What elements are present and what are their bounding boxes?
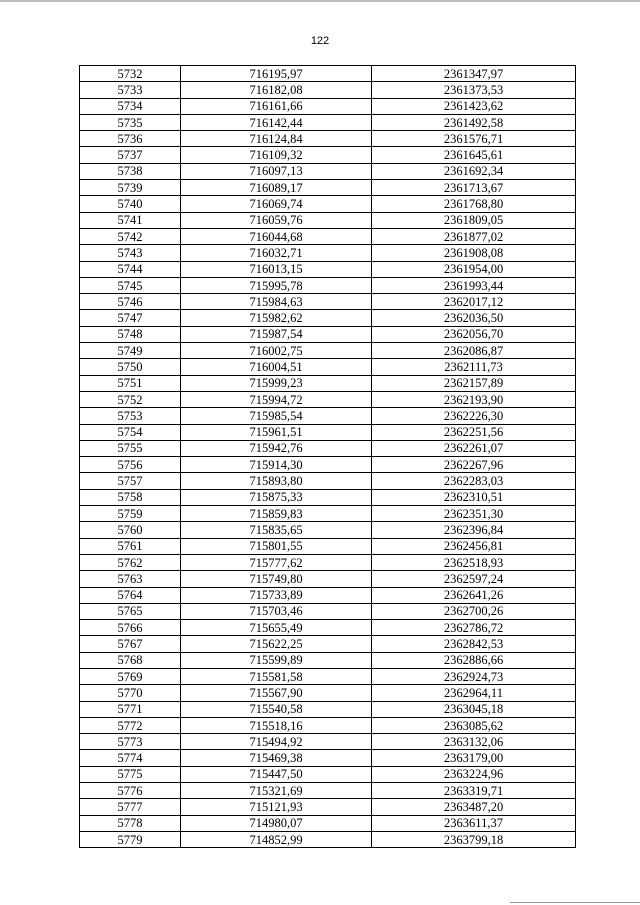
x-coordinate-cell: 716195,97 xyxy=(181,66,372,82)
table-row xyxy=(80,212,576,228)
x-coordinate-cell: 715777,62 xyxy=(181,554,372,570)
table-row xyxy=(80,506,576,522)
point-number-cell: 5772 xyxy=(80,717,181,733)
x-coordinate-cell: 716182,08 xyxy=(181,82,372,98)
y-coordinate-cell: 2362351,30 xyxy=(372,506,576,522)
table-row xyxy=(80,750,576,766)
x-coordinate-cell: 715469,38 xyxy=(181,750,372,766)
table-row xyxy=(80,261,576,277)
x-coordinate-cell: 715655,49 xyxy=(181,620,372,636)
table-row xyxy=(80,180,576,196)
y-coordinate-cell: 2362251,56 xyxy=(372,424,576,440)
y-coordinate-cell: 2363179,00 xyxy=(372,750,576,766)
table-row xyxy=(80,603,576,619)
y-coordinate-cell: 2362193,90 xyxy=(372,391,576,407)
y-coordinate-cell: 2362924,73 xyxy=(372,668,576,684)
x-coordinate-cell: 716124,84 xyxy=(181,131,372,147)
table-row xyxy=(80,440,576,456)
table-row xyxy=(80,783,576,799)
point-number-cell: 5738 xyxy=(80,163,181,179)
y-coordinate-cell: 2362518,93 xyxy=(372,554,576,570)
table-row xyxy=(80,66,576,82)
point-number-cell: 5741 xyxy=(80,212,181,228)
table-row xyxy=(80,228,576,244)
point-number-cell: 5755 xyxy=(80,440,181,456)
x-coordinate-cell: 715999,23 xyxy=(181,375,372,391)
point-number-cell: 5756 xyxy=(80,457,181,473)
x-coordinate-cell: 716013,15 xyxy=(181,261,372,277)
x-coordinate-cell: 715518,16 xyxy=(181,717,372,733)
y-coordinate-cell: 2363319,71 xyxy=(372,783,576,799)
point-number-cell: 5743 xyxy=(80,245,181,261)
table-row xyxy=(80,473,576,489)
y-coordinate-cell: 2361692,34 xyxy=(372,163,576,179)
point-number-cell: 5762 xyxy=(80,554,181,570)
y-coordinate-cell: 2362597,24 xyxy=(372,571,576,587)
point-number-cell: 5768 xyxy=(80,652,181,668)
x-coordinate-cell: 716109,32 xyxy=(181,147,372,163)
point-number-cell: 5769 xyxy=(80,668,181,684)
x-coordinate-cell: 716044,68 xyxy=(181,228,372,244)
y-coordinate-cell: 2361347,97 xyxy=(372,66,576,82)
y-coordinate-cell: 2361576,71 xyxy=(372,131,576,147)
x-coordinate-cell: 715985,54 xyxy=(181,408,372,424)
point-number-cell: 5740 xyxy=(80,196,181,212)
point-number-cell: 5752 xyxy=(80,391,181,407)
x-coordinate-cell: 715835,65 xyxy=(181,522,372,538)
point-number-cell: 5776 xyxy=(80,783,181,799)
x-coordinate-cell: 715984,63 xyxy=(181,294,372,310)
table-row xyxy=(80,717,576,733)
x-coordinate-cell: 716089,17 xyxy=(181,180,372,196)
x-coordinate-cell: 715703,46 xyxy=(181,603,372,619)
table-row xyxy=(80,489,576,505)
y-coordinate-cell: 2363487,20 xyxy=(372,799,576,815)
x-coordinate-cell: 715447,50 xyxy=(181,766,372,782)
table-row xyxy=(80,734,576,750)
point-number-cell: 5760 xyxy=(80,522,181,538)
table-row xyxy=(80,652,576,668)
point-number-cell: 5779 xyxy=(80,831,181,847)
table-row xyxy=(80,326,576,342)
point-number-cell: 5759 xyxy=(80,506,181,522)
x-coordinate-cell: 715599,89 xyxy=(181,652,372,668)
table-row xyxy=(80,163,576,179)
x-coordinate-cell: 716097,13 xyxy=(181,163,372,179)
x-coordinate-cell: 716032,71 xyxy=(181,245,372,261)
point-number-cell: 5767 xyxy=(80,636,181,652)
x-coordinate-cell: 715581,58 xyxy=(181,668,372,684)
table-row xyxy=(80,359,576,375)
x-coordinate-cell: 714980,07 xyxy=(181,815,372,831)
point-number-cell: 5747 xyxy=(80,310,181,326)
table-row xyxy=(80,831,576,847)
y-coordinate-cell: 2362396,84 xyxy=(372,522,576,538)
table-row xyxy=(80,701,576,717)
x-coordinate-cell: 715733,89 xyxy=(181,587,372,603)
x-coordinate-cell: 715801,55 xyxy=(181,538,372,554)
y-coordinate-cell: 2363799,18 xyxy=(372,831,576,847)
x-coordinate-cell: 715982,62 xyxy=(181,310,372,326)
x-coordinate-cell: 715961,51 xyxy=(181,424,372,440)
x-coordinate-cell: 715567,90 xyxy=(181,685,372,701)
point-number-cell: 5777 xyxy=(80,799,181,815)
y-coordinate-cell: 2362842,53 xyxy=(372,636,576,652)
point-number-cell: 5737 xyxy=(80,147,181,163)
point-number-cell: 5778 xyxy=(80,815,181,831)
point-number-cell: 5773 xyxy=(80,734,181,750)
y-coordinate-cell: 2362036,50 xyxy=(372,310,576,326)
x-coordinate-cell: 716161,66 xyxy=(181,98,372,114)
y-coordinate-cell: 2361954,00 xyxy=(372,261,576,277)
y-coordinate-cell: 2361809,05 xyxy=(372,212,576,228)
y-coordinate-cell: 2362261,07 xyxy=(372,440,576,456)
x-coordinate-cell: 715121,93 xyxy=(181,799,372,815)
x-coordinate-cell: 716059,76 xyxy=(181,212,372,228)
table-row xyxy=(80,799,576,815)
x-coordinate-cell: 716069,74 xyxy=(181,196,372,212)
x-coordinate-cell: 715321,69 xyxy=(181,783,372,799)
table-row xyxy=(80,294,576,310)
x-coordinate-cell: 715994,72 xyxy=(181,391,372,407)
y-coordinate-cell: 2362964,11 xyxy=(372,685,576,701)
table-row xyxy=(80,457,576,473)
y-coordinate-cell: 2363611,37 xyxy=(372,815,576,831)
y-coordinate-cell: 2362283,03 xyxy=(372,473,576,489)
y-coordinate-cell: 2363132,06 xyxy=(372,734,576,750)
table-row xyxy=(80,114,576,130)
table-row xyxy=(80,538,576,554)
y-coordinate-cell: 2362700,26 xyxy=(372,603,576,619)
table-row xyxy=(80,147,576,163)
x-coordinate-cell: 715987,54 xyxy=(181,326,372,342)
point-number-cell: 5771 xyxy=(80,701,181,717)
x-coordinate-cell: 715540,58 xyxy=(181,701,372,717)
coordinates-table xyxy=(79,65,576,848)
point-number-cell: 5770 xyxy=(80,685,181,701)
scan-top-edge xyxy=(0,0,640,2)
table-row xyxy=(80,620,576,636)
point-number-cell: 5733 xyxy=(80,82,181,98)
x-coordinate-cell: 715875,33 xyxy=(181,489,372,505)
y-coordinate-cell: 2361877,02 xyxy=(372,228,576,244)
table-row xyxy=(80,391,576,407)
table-row xyxy=(80,522,576,538)
table-row xyxy=(80,815,576,831)
point-number-cell: 5765 xyxy=(80,603,181,619)
y-coordinate-cell: 2362086,87 xyxy=(372,343,576,359)
table-row xyxy=(80,668,576,684)
table-row xyxy=(80,277,576,293)
y-coordinate-cell: 2361713,67 xyxy=(372,180,576,196)
x-coordinate-cell: 715995,78 xyxy=(181,277,372,293)
x-coordinate-cell: 716142,44 xyxy=(181,114,372,130)
x-coordinate-cell: 715893,80 xyxy=(181,473,372,489)
table-row xyxy=(80,375,576,391)
point-number-cell: 5753 xyxy=(80,408,181,424)
point-number-cell: 5763 xyxy=(80,571,181,587)
y-coordinate-cell: 2361993,44 xyxy=(372,277,576,293)
point-number-cell: 5736 xyxy=(80,131,181,147)
y-coordinate-cell: 2362157,89 xyxy=(372,375,576,391)
point-number-cell: 5751 xyxy=(80,375,181,391)
y-coordinate-cell: 2361645,61 xyxy=(372,147,576,163)
table-row xyxy=(80,245,576,261)
x-coordinate-cell: 716002,75 xyxy=(181,343,372,359)
table-row xyxy=(80,98,576,114)
x-coordinate-cell: 715859,83 xyxy=(181,506,372,522)
y-coordinate-cell: 2361373,53 xyxy=(372,82,576,98)
y-coordinate-cell: 2362456,81 xyxy=(372,538,576,554)
point-number-cell: 5750 xyxy=(80,359,181,375)
table-row xyxy=(80,82,576,98)
point-number-cell: 5758 xyxy=(80,489,181,505)
table-row xyxy=(80,587,576,603)
y-coordinate-cell: 2362111,73 xyxy=(372,359,576,375)
y-coordinate-cell: 2362786,72 xyxy=(372,620,576,636)
point-number-cell: 5742 xyxy=(80,228,181,244)
page-number: 122 xyxy=(310,35,330,47)
y-coordinate-cell: 2362267,96 xyxy=(372,457,576,473)
scan-bottom-edge xyxy=(510,902,640,903)
x-coordinate-cell: 715622,25 xyxy=(181,636,372,652)
x-coordinate-cell: 715914,30 xyxy=(181,457,372,473)
point-number-cell: 5754 xyxy=(80,424,181,440)
y-coordinate-cell: 2362886,66 xyxy=(372,652,576,668)
point-number-cell: 5761 xyxy=(80,538,181,554)
y-coordinate-cell: 2362017,12 xyxy=(372,294,576,310)
y-coordinate-cell: 2363085,62 xyxy=(372,717,576,733)
point-number-cell: 5734 xyxy=(80,98,181,114)
point-number-cell: 5757 xyxy=(80,473,181,489)
y-coordinate-cell: 2363224,96 xyxy=(372,766,576,782)
point-number-cell: 5735 xyxy=(80,114,181,130)
point-number-cell: 5775 xyxy=(80,766,181,782)
table-row xyxy=(80,554,576,570)
table-row xyxy=(80,343,576,359)
y-coordinate-cell: 2362641,26 xyxy=(372,587,576,603)
y-coordinate-cell: 2362310,51 xyxy=(372,489,576,505)
point-number-cell: 5764 xyxy=(80,587,181,603)
table-row xyxy=(80,310,576,326)
x-coordinate-cell: 714852,99 xyxy=(181,831,372,847)
point-number-cell: 5732 xyxy=(80,66,181,82)
table-row xyxy=(80,636,576,652)
point-number-cell: 5744 xyxy=(80,261,181,277)
table-row xyxy=(80,408,576,424)
table-row xyxy=(80,685,576,701)
point-number-cell: 5746 xyxy=(80,294,181,310)
y-coordinate-cell: 2362056,70 xyxy=(372,326,576,342)
point-number-cell: 5748 xyxy=(80,326,181,342)
point-number-cell: 5745 xyxy=(80,277,181,293)
table-row xyxy=(80,196,576,212)
y-coordinate-cell: 2362226,30 xyxy=(372,408,576,424)
x-coordinate-cell: 715749,80 xyxy=(181,571,372,587)
table-row xyxy=(80,766,576,782)
point-number-cell: 5749 xyxy=(80,343,181,359)
table-row xyxy=(80,571,576,587)
x-coordinate-cell: 716004,51 xyxy=(181,359,372,375)
table-row xyxy=(80,131,576,147)
y-coordinate-cell: 2363045,18 xyxy=(372,701,576,717)
point-number-cell: 5774 xyxy=(80,750,181,766)
y-coordinate-cell: 2361908,08 xyxy=(372,245,576,261)
y-coordinate-cell: 2361492,58 xyxy=(372,114,576,130)
y-coordinate-cell: 2361423,62 xyxy=(372,98,576,114)
y-coordinate-cell: 2361768,80 xyxy=(372,196,576,212)
table-row xyxy=(80,424,576,440)
point-number-cell: 5766 xyxy=(80,620,181,636)
point-number-cell: 5739 xyxy=(80,180,181,196)
x-coordinate-cell: 715942,76 xyxy=(181,440,372,456)
x-coordinate-cell: 715494,92 xyxy=(181,734,372,750)
coordinates-table-body xyxy=(80,66,576,848)
